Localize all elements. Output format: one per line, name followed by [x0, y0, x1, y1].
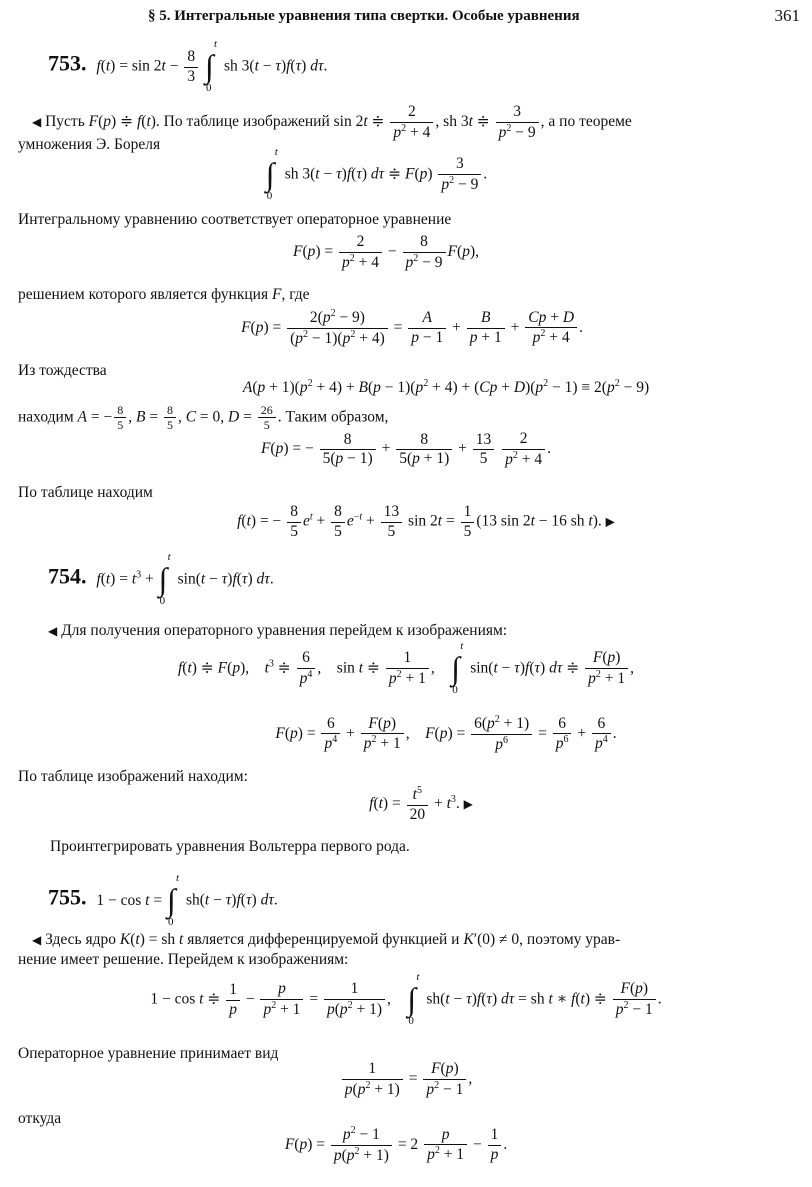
problem-754-statement: 754. $f(t) = t^3$ + ∫ t 0 sin(t − τ)f(τ) dτ.: [48, 551, 274, 607]
problem-number: 753.: [48, 50, 87, 76]
solution-755-line-3: Операторное уравнение принимает вид: [18, 1045, 279, 1062]
problem-number: 755.: [48, 884, 87, 910]
solution-753-line-5: Из тождества: [18, 362, 107, 379]
section-intro: Проинтегрировать уравнения Вольтерра первого рода.: [50, 838, 410, 855]
solution-753-line-6: находим A = − $\frac{8}{5}$ , B = $\frac{8}{5}$ , C = 0, D = $\frac{26}{5}$ . Таким образом,: [18, 403, 389, 433]
solution-753-borel: ∫ t 0 sh 3(t − τ)f(τ) dτ ≑ F(p) $\frac{3}{p^2 - 9}$ .: [265, 146, 488, 202]
solution-755-images: 1 − cos t ≑ $\frac{1}{p}$ − $\frac{p}{p^2 + 1}$ = $\frac{1}{p(p^2 + 1)}$ , ∫ t 0 sh(t − τ)f(τ) dτ = sh t ∗ f(t) ≑ $\frac{F(p)}{p^2 - 1}$ .: [150, 971, 662, 1027]
solution-755-operator-eq: $\frac{1}{p(p^2 + 1)}$ = $\frac{F(p)}{p^2 - 1}$ ,: [0, 1060, 812, 1099]
solution-753-line-1: ◀ Пусть F(p) ≑ f(t). По таблице изображений sin 2t ≑ $\frac{2}{p^2 + 4}$ , sh 3t ≑ $\frac{3}{p^2 - 9}$ , а по теореме: [32, 103, 632, 141]
solution-753-partial-fractions: F(p) = $\frac{2(p^2 - 9)}{(p^2 - 1)(p^2 + 4)}$ = $\frac{A}{p - 1}$ + $\frac{B}{p + 1}$ + $\frac{Cp + D}{p^2 + 4}$ .: [241, 308, 583, 347]
problem-755-statement: 755. 1 − cos t = ∫ t 0 sh(t − τ)f(τ) dτ.: [48, 872, 278, 928]
solution-753-operator-eq: F(p) = $\frac{2}{p^2 + 4}$ − $\frac{8}{p^2 - 9}$ F(p),: [293, 233, 479, 271]
problem-number: 754.: [48, 563, 87, 589]
solution-753-line-3: Интегральному уравнению соответствует операторное уравнение: [18, 211, 452, 228]
solution-755-line-4: откуда: [18, 1110, 62, 1127]
running-header: [0, 5, 812, 27]
solution-755-line-1: ◀ Здесь ядро K(t) = sh t является дифференцируемой функцией и K′(0) ≠ 0, поэтому урав-: [32, 931, 621, 948]
solution-755-line-2: нение имеет решение. Перейдем к изображениям:: [18, 951, 349, 968]
solution-754-line-1: ◀ Для получения операторного уравнения перейдем к изображениям:: [48, 622, 508, 639]
solution-753-line-2: умножения Э. Бореля: [18, 136, 161, 153]
solution-755-answer: F(p) = $\frac{p^2 - 1}{p(p^2 + 1)}$ = 2 $\frac{p}{p^2 + 1}$ − $\frac{1}{p}$ .: [284, 1125, 508, 1164]
solution-753-line-7: По таблице находим: [18, 484, 153, 501]
problem-753-statement: 753. f(t) = sin 2t − $\frac{8}{3}$ ∫ t 0 sh 3(t − τ)f(τ) dτ.: [48, 38, 328, 94]
solution-753-result-F: F(p) = − $\frac{8}{5(p - 1)}$ + $\frac{8}{5(p + 1)}$ + $\frac{13}{5}$ $\frac{2}{p^2 + 4}$ .: [260, 430, 552, 468]
solution-754-operator: F(p) = $\frac{6}{p^4}$ + $\frac{F(p)}{p^2 + 1}$ , F(p) = $\frac{6(p^2 + 1)}{p^6}$ = $\frac{6}{p^6}$ + $\frac{6}{p^4}$ .: [275, 714, 617, 753]
header-title: § 5. Интегральные уравнения типа свертки. Особые уравнения: [148, 8, 580, 24]
solution-753-answer: f(t) = − $\frac{8}{5}$ $e^t$ + $\frac{8}{5}$ $e^{-t}$ + $\frac{13}{5}$ sin 2t = $\frac{1}{5}$ (13 sin 2t − 16 sh t). ▶: [237, 503, 615, 540]
solution-753-line-4: решением которого является функция F, где: [18, 286, 310, 303]
solution-754-images: f(t) ≑ F(p), $t^3$ ≑ $\frac{6}{p^4}$ , sin t ≑ $\frac{1}{p^2 + 1}$ , ∫ t 0 sin(t − τ)f(τ) dτ ≑ $\frac{F(p)}{p^2 + 1}$ ,: [177, 640, 635, 696]
page-number: 361: [774, 6, 800, 25]
solution-754-line-2: По таблице изображений находим:: [18, 768, 248, 785]
solution-753-identity: $A(p + 1)(p^2 + 4) + B(p - 1)(p^2 + 4) + (Cp + D)(p^2 - 1) \equiv 2(p^2 - 9)$: [242, 378, 650, 397]
solution-754-answer: f(t) = $\frac{t^5}{20}$ + $t^3$. ▶: [369, 785, 473, 823]
